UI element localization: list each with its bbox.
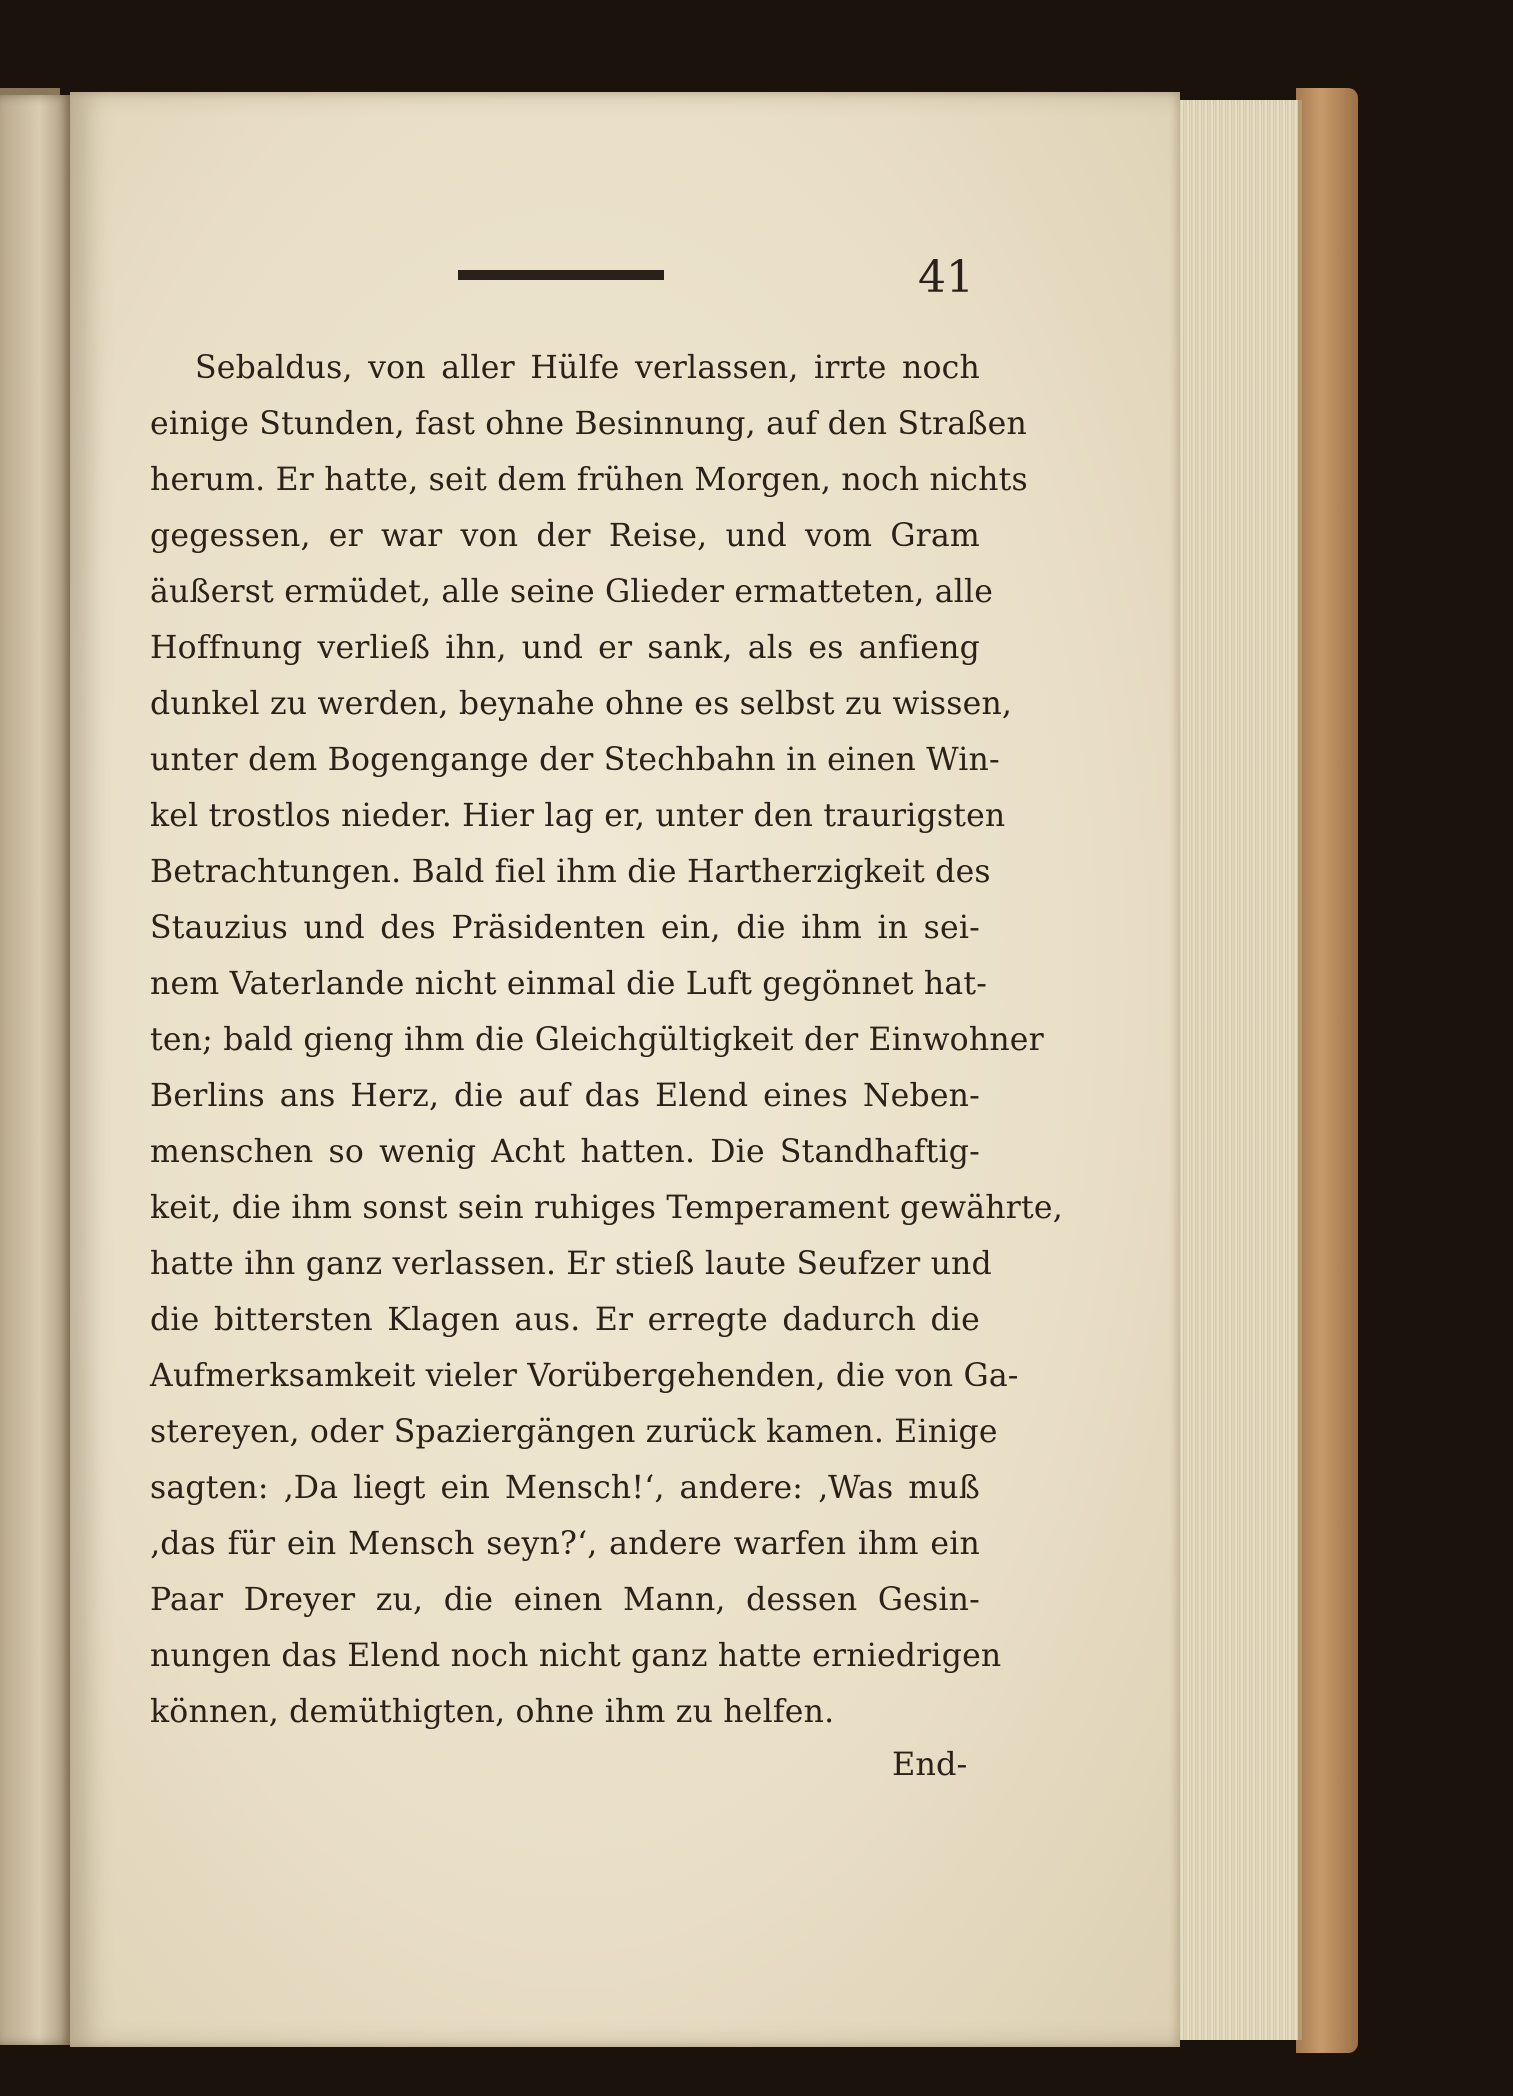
text-line: unter dem Bogengange der Stechbahn in einen Win- [150, 742, 1000, 778]
text-line: können, demüthigten, ohne ihm zu helfen. [150, 1694, 835, 1730]
text-line: Aufmerksamkeit vieler Vorübergehenden, die von Ga- [150, 1358, 1019, 1394]
text-line: Berlins ans Herz, die auf das Elend eines Neben- [150, 1078, 980, 1114]
text-line: menschen so wenig Acht hatten. Die Standhaftig- [150, 1134, 980, 1170]
text-line: äußerst ermüdet, alle seine Glieder ermatteten, alle [150, 574, 994, 610]
text-line: dunkel zu werden, beynahe ohne es selbst zu wissen, [150, 686, 1013, 722]
right-cover [1296, 88, 1358, 2053]
text-line: keit, die ihm sonst sein ruhiges Temperament gewährte, [150, 1190, 1063, 1226]
text-line: hatte ihn ganz verlassen. Er stieß laute Seufzer und [150, 1246, 992, 1282]
text-line: stereyen, oder Spaziergängen zurück kamen. Einige [150, 1414, 998, 1450]
header-rule [458, 270, 664, 280]
page-block-edge [1178, 100, 1302, 2040]
catchword: End- [892, 1745, 968, 1783]
text-line: nungen das Elend noch nicht ganz hatte erniedrigen [150, 1638, 1002, 1674]
text-line: Hoffnung verließ ihn, und er sank, als es anfieng [150, 630, 980, 666]
text-line: gegessen, er war von der Reise, und vom Gram [150, 518, 980, 554]
left-page-edge [0, 95, 72, 2045]
text-line: herum. Er hatte, seit dem frühen Morgen, noch nichts [150, 462, 1028, 498]
text-line: ‚das für ein Mensch seyn?‘, andere warfen ihm ein [150, 1526, 980, 1562]
text-line: nem Vaterlande nicht einmal die Luft gegönnet hat- [150, 966, 988, 1002]
text-line: Stauzius und des Präsidenten ein, die ihm in sei- [150, 910, 980, 946]
text-line: Betrachtungen. Bald fiel ihm die Hartherzigkeit des [150, 854, 991, 890]
text-line: die bittersten Klagen aus. Er erregte dadurch die [150, 1302, 980, 1338]
text-line: Paar Dreyer zu, die einen Mann, dessen Gesin- [150, 1582, 980, 1618]
text-line: sagten: ‚Da liegt ein Mensch!‘, andere: ‚Was muß [150, 1470, 980, 1506]
body-text [150, 340, 1063, 1740]
text-line: Sebaldus, von aller Hülfe verlassen, irrte noch [195, 350, 980, 386]
text-line: einige Stunden, fast ohne Besinnung, auf den Straßen [150, 406, 1027, 442]
text-line: kel trostlos nieder. Hier lag er, unter den traurigsten [150, 798, 1006, 834]
page-number: 41 [918, 252, 974, 303]
text-line: ten; bald gieng ihm die Gleichgültigkeit der Einwohner [150, 1022, 1044, 1058]
